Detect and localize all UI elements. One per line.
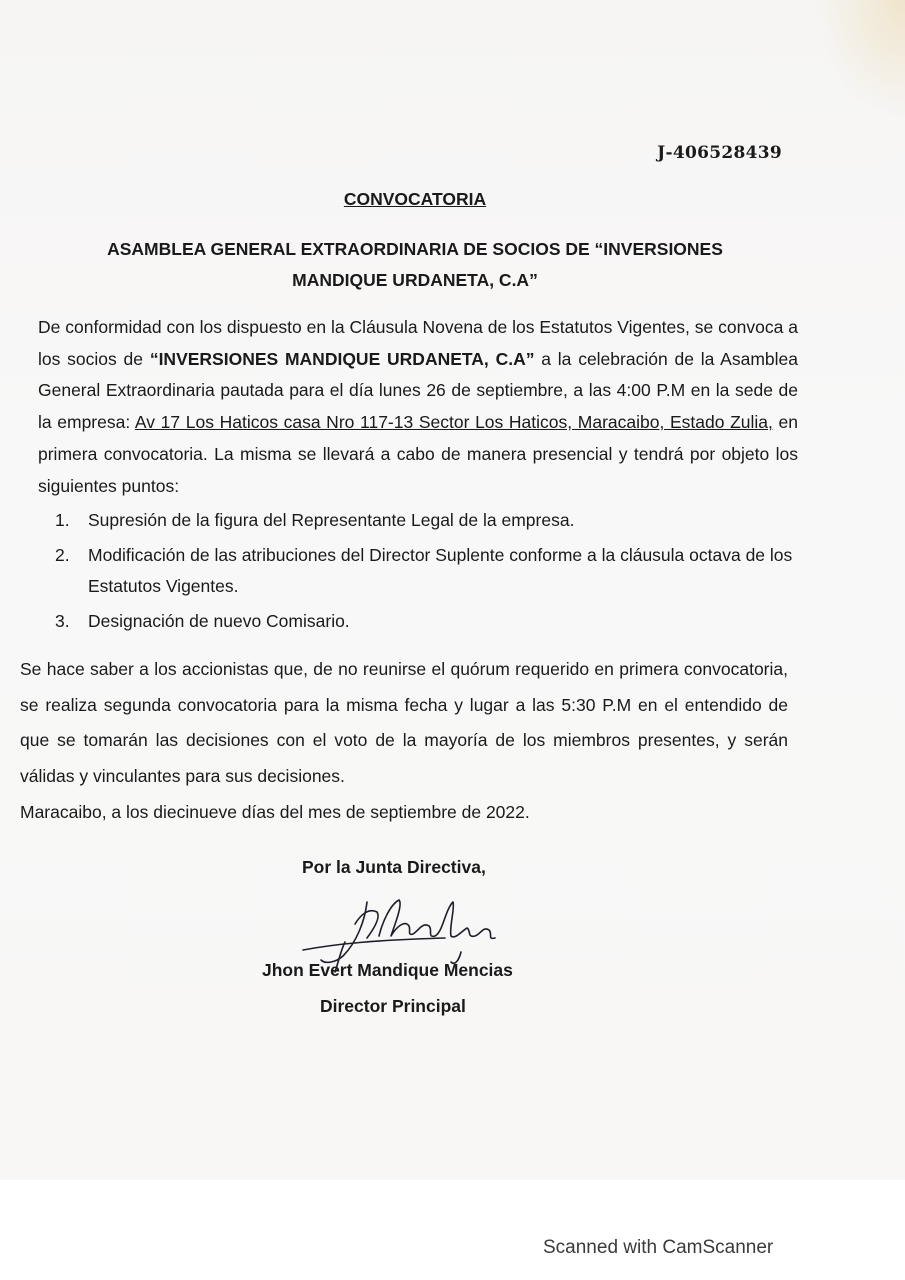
agenda-item-number: 1. (55, 510, 70, 530)
agenda-list (55, 505, 855, 637)
intro-text-1: De conformidad con los dispuesto en la Cláusula Novena de los Estatutos Vigentes, se convoca a los socios de (38, 317, 798, 369)
subtitle-line-2: MANDIQUE URDANETA, C.A” (292, 270, 538, 290)
paper-shadow (815, 0, 905, 120)
agenda-item-text: Modificación de las atribuciones del Director Suplente conforme a la cláusula octava de los Estatutos Vigentes. (88, 544, 793, 596)
signer-role: Director Principal (320, 996, 466, 1016)
agenda-item-text: Designación de nuevo Comisario. (88, 610, 350, 631)
subtitle-line-1: ASAMBLEA GENERAL EXTRAORDINARIA DE SOCIOS DE “INVERSIONES (107, 239, 723, 259)
agenda-item-number: 3. (55, 610, 70, 631)
company-name: “INVERSIONES MANDIQUE URDANETA, C.A” (149, 348, 535, 369)
intro-text-3: en primera convocatoria. La misma se llevará a cabo de manera presencial y tendrá por objeto los siguientes puntos: (38, 412, 799, 496)
agenda-item (55, 505, 855, 537)
document-subtitle (70, 234, 760, 296)
company-rif: J-406528439 (657, 143, 782, 163)
place-and-date: Maracaibo, a los diecinueve días del mes de septiembre de 2022. (20, 802, 530, 822)
second-call-paragraph: Se hace saber a los accionistas que, de no reunirse el quórum requerido en primera convocatoria, se realiza segunda convocatoria para la misma fecha y lugar a las 5:30 P.M en el entendido de que se tomarán las decisiones con el voto de la mayoría de los miembros presentes, y serán válidas y vinculantes para sus decisiones. (20, 659, 788, 786)
agenda-item-text: Supresión de la figura del Representante Legal de la empresa. (88, 510, 575, 530)
by-board-line: Por la Junta Directiva, (302, 857, 486, 877)
agenda-item-number: 2. (55, 544, 70, 565)
signer-name: Jhon Evert Mandique Mencias (262, 960, 513, 980)
scan-footer-area (0, 1180, 905, 1280)
scanner-watermark: Scanned with CamScanner (543, 1237, 774, 1258)
document-title: CONVOCATORIA (343, 189, 487, 209)
agenda-item (55, 540, 855, 603)
intro-paragraph (38, 312, 798, 502)
company-address: Av 17 Los Haticos casa Nro 117-13 Sector Los Haticos, Maracaibo, Estado Zulia, (134, 412, 773, 433)
intro-text-2: a la celebración de la Asamblea General Extraordinaria pautada para el día lunes 26 de septiembre, a las 4:00 P.M en la sede de la empresa: (38, 348, 798, 433)
agenda-item (55, 606, 855, 638)
